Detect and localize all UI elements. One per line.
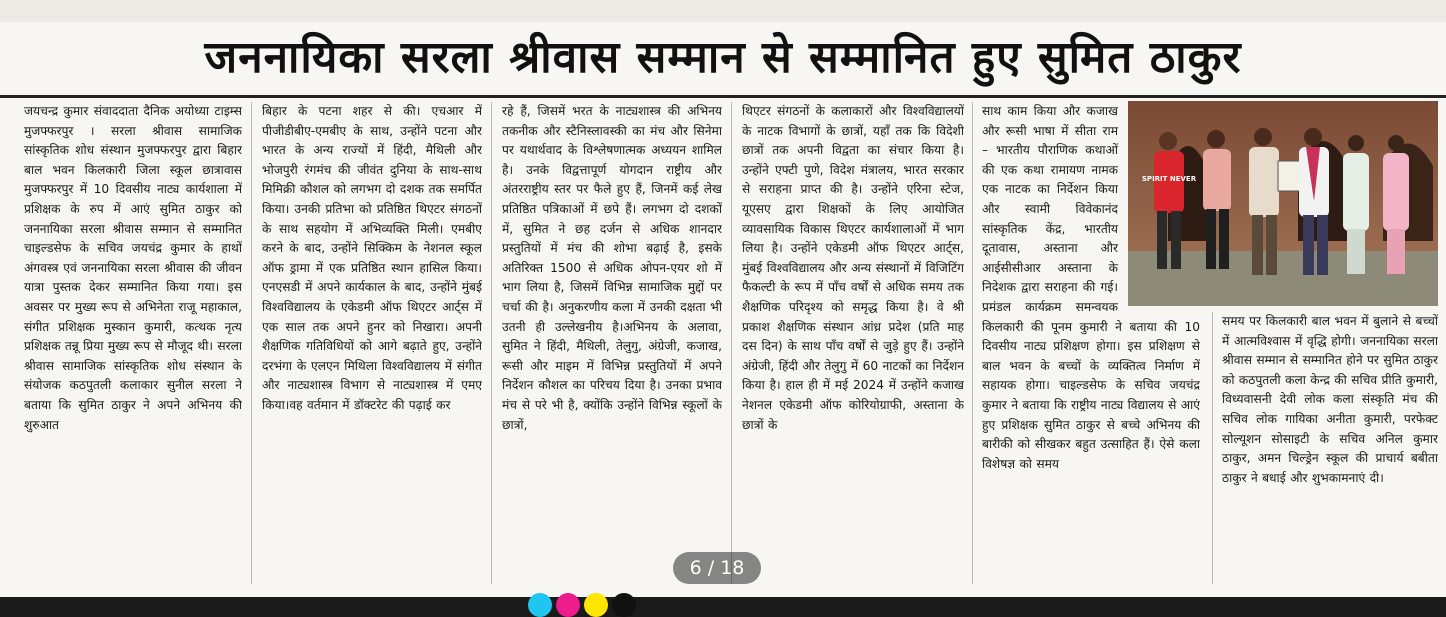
event-photo: [1128, 101, 1438, 306]
registration-dot-black: [612, 593, 636, 617]
column-divider: [731, 102, 732, 584]
article-column-2: बिहार के पटना शहर से की। एचआर में पीजीडीबीए-एमबीए के साथ, उन्होंने पटना और भारत के अन्य राज्यों में हिंदी, मैथिली और भोजपुरी रंगमंच की जीवंत दुनिया के साथ-साथ मिमिक्री कौशल को लगभग दो दशक तक समर्पित किया। उनकी प्रतिभा को प्रतिष्ठित थिएटर संगठनों के साथ सहयोग में अभिव्यक्ति मिली। एमबीए करने के बाद, उन्होंने सिक्किम के नेशनल स्कूल ऑफ ड्रामा में एक प्रतिष्ठित स्थान हासिल किया। एनएसडी में अपने कार्यकाल के बाद, उन्होंने मुंबई विश्वविद्यालय के एकेडमी ऑफ थिएटर आर्ट्स में एक साल तक अपने हुनर को निखारा। अपनी शैक्षणिक गतिविधियों को आगे बढ़ाते हुए, उन्होंने दरभंगा के एलएन मिथिला विश्वविद्यालय में संगीत और नाट्यशास्त्र विभाग से नाट्यशास्त्र में एमए किया।वह वर्तमान में डॉक्टरेट की पढ़ाई कर: [262, 104, 482, 412]
registration-dot-magenta: [556, 593, 580, 617]
column-divider: [972, 102, 973, 584]
registration-marks: [528, 593, 648, 617]
page-counter-badge: 6 / 18: [673, 552, 761, 584]
photo-tshirt-text: SPIRIT NEVER: [1141, 175, 1197, 183]
column-divider: [1212, 312, 1213, 584]
article-column-5: साथ काम किया और कजाख और रूसी भाषा में सीता राम – भारतीय पौराणिक कथाओं की एक कथा रामायण नामक एक नाटक का निर्देशन किया और स्वामी विवेकानंद सांस्कृतिक केंद्र, भारतीय दूतावास, अस्ताना और आईसीसीआर अस्ताना के निदेशक द्वारा सराहना की गई। प्रमंडल कार्यक्रम समन्वयक किलकारी की पूनम कुमारी ने बताया की 10 दिवसीय नाट्य प्रशिक्षण होगा। इस प्रशिक्षण से बाल भवन के बच्चों के व्यक्तित्व निर्माण में सहायक होगा। चाइल्डसेफ के सचिव जयचंद्र कुमार ने बताया कि राष्ट्रीय नाट्य विद्यालय से आएं हुए प्रशिक्षक सुमित ठाकुर से बच्चे अभिनय की बारीकी को सीखकर बहुत उत्साहित हैं। ऐसे कला विशेषज्ञ को समय: [982, 104, 1200, 471]
event-photo-illustration: [1128, 101, 1438, 306]
article-column-3: रहे हैं, जिसमें भरत के नाट्यशास्त्र की अभिनय तकनीक और स्टैनिस्लावस्की का मंच और सिनेमा पर यथार्थवाद के विश्लेषणात्मक अध्ययन शामिल है। उनके विद्वत्तापूर्ण योगदान राष्ट्रीय और अंतरराष्ट्रीय स्तर पर फैले हुए हैं, जिनमें कई लेख प्रतिष्ठित पत्रिकाओं में छपे हैं। लगभग दो दशकों में, सुमित ने छह दर्जन से अधिक शानदार प्रस्तुतियों में मंच की शोभा बढ़ाई है, इसके अतिरिक्त 1500 से अधिक ओपन-एयर शो में भाग लिया है, जिसमें विभिन्न सामाजिक मुद्दों पर चर्चा की है। अनुकरणीय कला में उनकी दक्षता भी उतनी ही उल्लेखनीय है।अभिनय के अलावा, सुमित ने हिंदी, मैथिली, तेलुगु, अंग्रेजी, कजाख, रूसी और माइम में विभिन्न प्रस्तुतियों में अपने निर्देशन कौशल का परिचय दिया है। उनका प्रभाव मंच से परे भी है, क्योंकि उन्होंने विभिन्न स्कूलों के छात्रों,: [502, 104, 722, 432]
column-divider: [251, 102, 252, 584]
article-column-6: समय पर किलकारी बाल भवन में बुलाने से बच्चों में आत्मविश्वास में वृद्धि होगी। जननायिका सरला श्रीवास सम्मान से सम्मानित होने पर सुमित ठाकुर को कठपुतली कला केन्द्र की सचिव प्रीति कुमारी, विध्यवासनी देवी लोक कला संस्कृति मंच की सचिव लोक गायिका अनीता कुमारी, परफेक्ट सोल्यूशन सोसाइटी के सचिव अनिल कुमार ठाकुर, अमन चिल्ड्रेन स्कूल की प्राचार्य बबीता ठाकुर ने बधाई और शुभकामनाएं दी।: [1222, 314, 1438, 485]
headline-rule: [0, 95, 1446, 98]
registration-dot-cyan: [528, 593, 552, 617]
article-column-1: जयचन्द्र कुमार संवाददाता दैनिक अयोध्या टाइम्स मुजफ्फरपुर । सरला श्रीवास सामाजिक सांस्कृतिक शोध संस्थान मुजफ्फरपुर द्वारा बिहार बाल भवन किलकारी जिला स्कूल छात्रावास मुजफ्फरपुर में 10 दिवसीय नाट्य कार्यशाला में प्रशिक्षक के रुप में आएं सुमित ठाकुर को जननायिका सरला श्रीवास सम्मान से सम्मानित चाइल्डसेफ के सचिव जयचंद्र कुमार के हाथों अंगवस्त्र एवं जननायिका सरला श्रीवास की जीवन यात्रा पुस्तक देकर सम्मानित किया गया। इस अवसर पर मुख्य रूप से अभिनेता राजू महाकाल, संगीत प्रशिक्षक मुस्कान कुमारी, कत्थक नृत्य प्रशिक्षक तन्नू प्रिया मुख्य रूप से मौजूद थी। सरला श्रीवास सामाजिक सांस्कृतिक शोध संस्थान के संयोजक कठपुतली कलाकार सुनील सरला ने बताया कि सुमित ठाकुर ने अपने अभिनय की शुरुआत: [24, 104, 242, 432]
top-margin: [0, 0, 1446, 22]
article-column-4: थिएटर संगठनों के कलाकारों और विश्वविद्यालयों के नाटक विभागों के छात्रों, यहाँ तक कि विदेशी छात्रों तक अपनी विद्वता का संचार किया है। उन्होंने एफ्टी पुणे, विदेश मंत्रालय, भारत सरकार से सराहना प्राप्त की है। उन्होंने एरिना स्टेज, यूएसए द्वारा शिक्षकों के लिए आयोजित व्यावसायिक विकास थिएटर कार्यशालाओं में भाग लिया है। उन्होंने एकेडमी ऑफ थिएटर आर्ट्स, मुंबई विश्वविद्यालय और अन्य संस्थानों में विजिटिंग फैकल्टी के रूप में पाँच वर्षों से अधिक समय तक शैक्षणिक परिदृश्य को समृद्ध किया है। वे श्री प्रकाश शैक्षणिक संस्थान आंध्र प्रदेश (प्रति माह दस दिन) के साथ पाँच वर्षों से जुड़े हुए हैं। उन्होंने अंग्रेजी, हिंदी और तेलुगु में 60 नाटकों का निर्देशन किया है। हाल ही में मई 2024 में उन्होंने कजाख नेशनल एकेडमी ऑफ कोरियोग्राफी, अस्ताना के छात्रों के: [742, 104, 964, 432]
registration-dot-yellow: [584, 593, 608, 617]
headline: जननायिका सरला श्रीवास सम्मान से सम्मानित हुए सुमित ठाकुर: [204, 32, 1242, 83]
column-divider: [491, 102, 492, 584]
bottom-bar: [0, 597, 1446, 617]
